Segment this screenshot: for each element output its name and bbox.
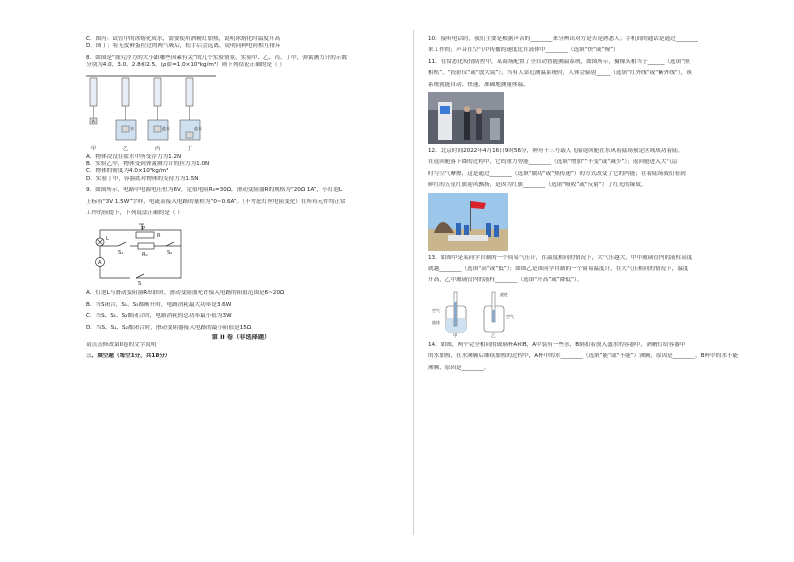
switch-s2 — [166, 242, 174, 246]
bottle-jia — [446, 292, 466, 332]
q9-option-d: D．当S、S₁、S₂都闭合时，滑动变阻器接入电路的最小阻值是15Ω — [86, 324, 252, 331]
label-p: P — [142, 226, 146, 233]
question-14-line2: 的水加热，在水沸腾后继续加热的过程中，A杯中的水________（选填“能”或“不能”）沸腾，原因是________。B杯中的水不能 — [428, 353, 739, 360]
barometer-thermometer-diagram — [428, 288, 538, 338]
label-liquid-left: 液体 — [432, 319, 440, 325]
label-air-left: 空气 — [432, 307, 440, 313]
fig8-label-jia: 甲 — [91, 145, 97, 152]
question-13-line3: 升高，乙中玻璃管内的液柱________（选填“升高”或“降低”）。 — [428, 277, 583, 284]
label-r: R — [157, 233, 161, 240]
fig8-label-yi: 乙 — [123, 145, 129, 152]
question-8-line1: 8．如图是“探究浮力的大小跟哪些因素有关”的几个实验情景，实验甲、乙、丙、丁中，弹簧测力计的示数 — [86, 54, 348, 61]
option-c-prev: C．图丙：试管中的冰熔化成水，需要使用酒精灯加热，说明冰熔化时温度升高 — [86, 36, 281, 42]
kiosk-image — [428, 92, 504, 144]
question-10-line2: 来工作的；声音在空气中传播的速度比在液体中________（选填“快”或“慢”） — [428, 47, 619, 54]
section-note: 请点击修改第II卷的文字说明 — [86, 341, 157, 348]
capsule-image — [428, 193, 508, 251]
question-13-line2: 就越________（选填“高”或“低”）；如图乙是该同学自制的一个简易温度计，在大气压相同的情况下，温度 — [428, 266, 689, 273]
q9-option-a: A．灯泡L与滑动变阻器R串联时，滑动变阻器允许接入电路的阻值范围是6~20Ω — [86, 290, 285, 297]
liquid-label-3: 盐水 — [194, 125, 202, 131]
photo-temperature-system — [428, 92, 504, 144]
question-11-line1: 11．在常态化疫情防控中，某商场配置了全自动智能测温系统，如图所示，摄像头相当于______（选填“照 — [428, 58, 690, 65]
figure-q9 — [86, 220, 196, 286]
question-12-line3: 时与空气摩擦，这是通过________（选填“做功”或“热传递”）的方式改变了它的内能；在着陆场我们看到 — [428, 170, 686, 177]
switch-s1 — [118, 242, 126, 246]
question-9-line3: 工作的前提下，下列说法正确的是（ ） — [86, 210, 183, 217]
q8-option-b: B．实验乙中，物体受到弹簧测力计的拉力为1.0N — [86, 161, 210, 168]
question-12-line1: 12．北京时间2022年4月16日9时56分，神舟十三号载人飞船返回舱在东风着陆场预定区域成功着陆。 — [428, 148, 684, 155]
spring-scale-diagram — [86, 72, 236, 154]
left-column — [86, 36, 396, 360]
label-air-right: 空气 — [506, 313, 514, 319]
figure-q8 — [86, 72, 236, 154]
label-yi: 乙 — [491, 333, 496, 338]
block-label: A — [92, 118, 95, 124]
spring-scale-1 — [90, 78, 97, 124]
question-12-line4: 鲜红的五星红旗迎风飘扬，是因为红旗________（选填“吸收”或“反射”）了红光的缘故。 — [428, 182, 647, 189]
label-s: S — [138, 281, 142, 287]
section-title: 第 II 卷（非选择题） — [211, 334, 271, 342]
figure-q13 — [428, 288, 538, 338]
q9-option-c: C．当S、S₁、S₂都闭合时，电路消耗的总功率最小值为3W — [86, 313, 232, 320]
right-column — [428, 36, 758, 372]
question-8-line2: 分别为4.0、3.0、2.8和2.5。(ρ盐=1.0×10³kg/m³）则下列结论正确的是（ ） — [86, 62, 285, 69]
question-9-line1: 9．如图所示，电路中电源电压恒为6V，定值电阻R₀=30Ω，滑动变阻器R的规格为“20Ω 1A”，小灯泡L — [86, 187, 343, 194]
q8-option-a: A．物体浸没在盐水中所受浮力为1.2N — [86, 153, 182, 160]
label-a: A — [98, 260, 102, 267]
question-11-line2: 相机”、“投影仪”或“放大镜”），当有人靠近测温系统时，人体会辐射_____（选填“红外线”或“紫外线”），该 — [428, 70, 692, 77]
label-s2: S₂ — [167, 250, 173, 257]
label-liquid-right: 液柱 — [500, 291, 508, 297]
lamp-symbol — [96, 238, 104, 246]
question-14-line3: 沸腾，原因是________。 — [428, 364, 490, 371]
circuit-diagram — [86, 220, 196, 286]
q8-option-d: D．实验丁中，容器底对物体的支持力为1.5N — [86, 175, 199, 182]
liquid-label-2: 盐水 — [162, 125, 170, 131]
question-13-line1: 13．如图甲是某同学自制的一个简易气压计，在温度相同的情况下，大气压越大，甲中玻璃管内的液柱高度 — [428, 254, 693, 261]
question-11-line3: 系统就能自动、快速、准确地测量体温。 — [428, 81, 529, 88]
column-divider — [413, 30, 414, 535]
switch-s — [136, 274, 144, 278]
q9-option-b: B．当S闭合，S₁、S₂都断开时，电路消耗最大功率是3.6W — [86, 301, 232, 308]
photo-capsule-landing — [428, 193, 508, 251]
question-12-line2: 在返回舱落下降的过程中，它的重力势能________（选填“增加”“不变”或“减少”）；返回舱进入大气层 — [428, 159, 678, 166]
section-three-heading: 三、填空题（每空1分，共18分） — [86, 352, 171, 359]
fig8-label-bing: 丙 — [155, 145, 161, 152]
label-l: L — [106, 236, 109, 243]
fig8-label-ding: 丁 — [187, 145, 193, 152]
option-d-prev: D．图丁：将无皮鲜蛋拉过的两气吸后，松手后会远离，说明同种电荷相互排斥 — [86, 43, 281, 50]
question-10-line1: 10．接听电话时，我们主要是根据声音的________来分辨出对方是否是熟悉人；手机间的通话是通过________ — [428, 36, 699, 42]
question-9-line2: 上标有“3V 1.5W”字样，电流表接入电路的量程为“0~0.6A”。（不考虑灯丝电阻变化）在所有元件均正常 — [86, 198, 346, 205]
liquid-label-1: 水 — [130, 125, 134, 131]
label-jia: 甲 — [453, 333, 458, 338]
label-r0: R₀ — [142, 252, 148, 259]
label-s1: S₁ — [118, 250, 124, 257]
bottle-yi — [484, 292, 504, 332]
question-14-line1: 14．如图，两个完全相同的玻璃杯A和B，A中装有一些水，B倒扣着放入盛水的容器中，酒精灯给容器中 — [428, 341, 686, 348]
q8-option-c: C．物体的密度为4.0×10³kg/m³ — [86, 168, 169, 175]
